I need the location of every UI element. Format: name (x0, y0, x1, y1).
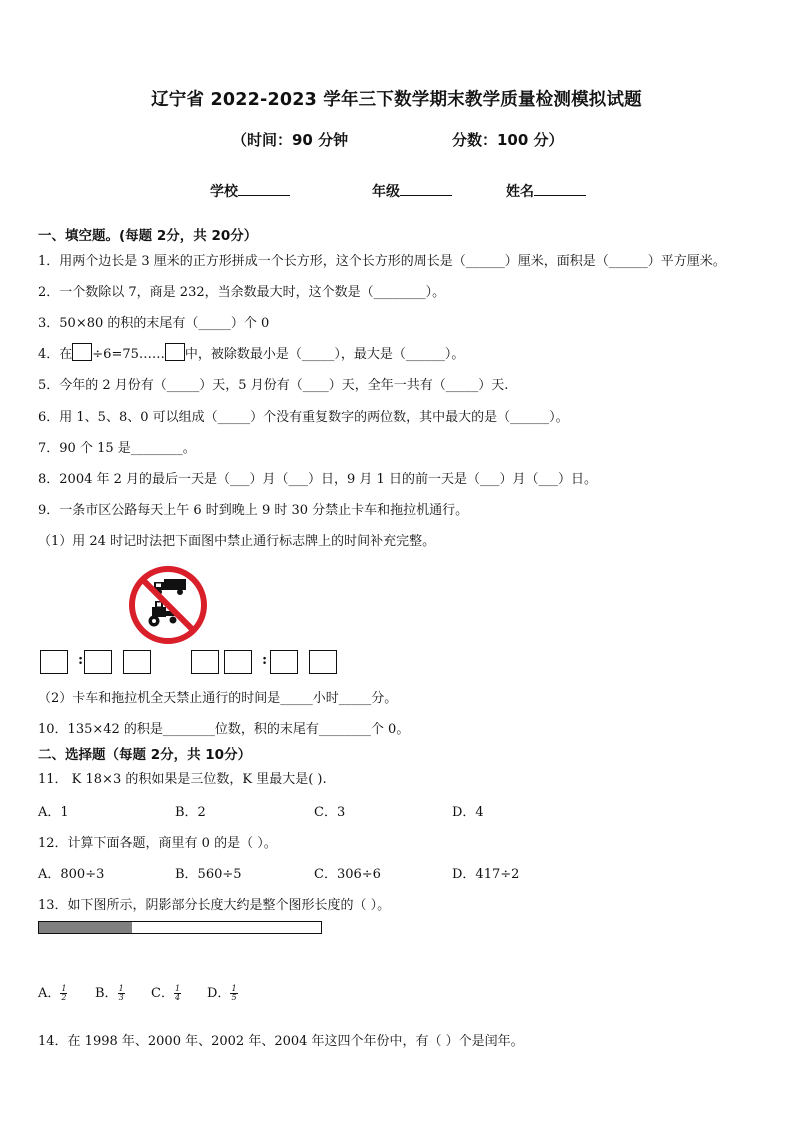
fraction-one-quarter: $\frac{1}{4}$ (174, 984, 181, 1002)
school-label: 学校 (210, 184, 238, 200)
question-12: 12．计算下面各题，商里有 0 的是（ ）。 (38, 836, 277, 851)
question-3: 3．50×80 的积的末尾有（_____）个 0 (38, 316, 270, 331)
question-9-part-1: （1）用 24 时记时法把下面图中禁止通行标志牌上的时间补充完整。 (38, 534, 436, 549)
school-field (210, 181, 290, 201)
q13-option-d[interactable]: D． $\frac{1}{5}$ (207, 984, 237, 1002)
start-minute-ones-box[interactable] (123, 650, 151, 674)
grade-blank[interactable] (400, 181, 452, 196)
q11-option-a[interactable]: A．1 (38, 805, 69, 820)
length-bar (38, 921, 322, 934)
q13-option-c[interactable]: C． $\frac{1}{4}$ (151, 984, 181, 1002)
question-14: 14．在 1998 年、2000 年、2002 年、2004 年这四个年份中，有（ ）个是闰年。 (38, 1034, 524, 1049)
start-hour-tens-box[interactable] (40, 650, 68, 674)
fraction-one-third: $\frac{1}{3}$ (118, 984, 124, 1002)
end-hour-ones-box[interactable] (224, 650, 252, 674)
q11-option-b[interactable]: B．2 (175, 805, 206, 820)
name-blank[interactable] (534, 181, 586, 196)
page-title: 辽宁省 2022-2023 学年三下数学期末教学质量检测模拟试题 (151, 90, 642, 110)
end-time-colon: : (262, 652, 268, 668)
q13-option-a[interactable]: A． $\frac{1}{2}$ (38, 984, 67, 1002)
section-fill-in-heading: 一、填空题。(每题 2分，共 20分） (38, 228, 258, 244)
school-blank[interactable] (238, 181, 290, 196)
question-7: 7．90 个 15 是________。 (38, 441, 196, 456)
q12-option-d[interactable]: D．417÷2 (452, 867, 520, 882)
end-minute-ones-box[interactable] (309, 650, 337, 674)
section-choice-heading: 二、选择题（每题 2分，共 10分） (38, 747, 252, 763)
end-minute-tens-box[interactable] (270, 650, 298, 674)
question-2: 2．一个数除以 7，商是 232，当余数最大时，这个数是（________）。 (38, 285, 446, 300)
question-9-part-2: （2）卡车和拖拉机全天禁止通行的时间是_____小时_____分。 (38, 691, 398, 706)
question-13: 13．如下图所示，阴影部分长度大约是整个图形长度的（ ）。 (38, 898, 391, 913)
q12-option-c[interactable]: C．306÷6 (314, 867, 381, 882)
remainder-blank-box[interactable] (165, 343, 185, 361)
question-8: 8．2004 年 2 月的最后一天是（___）月（___）日，9 月 1 日的前一天是（___）月（___）日。 (38, 472, 597, 487)
q13-option-b[interactable]: B． $\frac{1}{3}$ (95, 984, 124, 1002)
question-5: 5．今年的 2 月份有（_____）天，5 月份有（____）天，全年一共有（_____）天. (38, 378, 509, 393)
end-hour-tens-box[interactable] (191, 650, 219, 674)
grade-label: 年级 (372, 184, 400, 200)
fraction-one-half: $\frac{1}{2}$ (61, 984, 67, 1002)
question-6: 6．用 1、5、8、0 可以组成（_____）个没有重复数字的两位数，其中最大的是（______）。 (38, 410, 569, 425)
shaded-part (39, 922, 132, 933)
question-11: 11． K 18×3 的积如果是三位数，K 里最大是( ). (38, 772, 327, 787)
exam-time: （时间：90 分钟 (232, 131, 349, 149)
q11-option-d[interactable]: D．4 (452, 805, 484, 820)
q12-option-b[interactable]: B．560÷5 (175, 867, 242, 882)
dividend-blank-box[interactable] (72, 343, 92, 361)
exam-score: 分数：100 分） (452, 131, 564, 149)
question-4: 4．在 ÷6=75…… 中，被除数最小是（_____），最大是（______）。 (38, 343, 464, 362)
name-field (506, 181, 586, 201)
grade-field (372, 181, 452, 201)
question-10: 10．135×42 的积是________位数，积的末尾有________个 0。 (38, 722, 410, 737)
fraction-one-fifth: $\frac{1}{5}$ (231, 984, 237, 1002)
question-1: 1．用两个边长是 3 厘米的正方形拼成一个长方形，这个长方形的周长是（______）厘米，面积是（______）平方厘米。 (38, 254, 726, 269)
start-time-colon: : (78, 652, 84, 668)
q11-option-c[interactable]: C．3 (314, 805, 346, 820)
no-trucks-sign-icon (128, 565, 208, 645)
start-minute-tens-box[interactable] (84, 650, 112, 674)
name-label: 姓名 (506, 184, 534, 200)
question-9: 9．一条市区公路每天上午 6 时到晚上 9 时 30 分禁止卡车和拖拉机通行。 (38, 503, 469, 518)
q12-option-a[interactable]: A．800÷3 (38, 867, 105, 882)
